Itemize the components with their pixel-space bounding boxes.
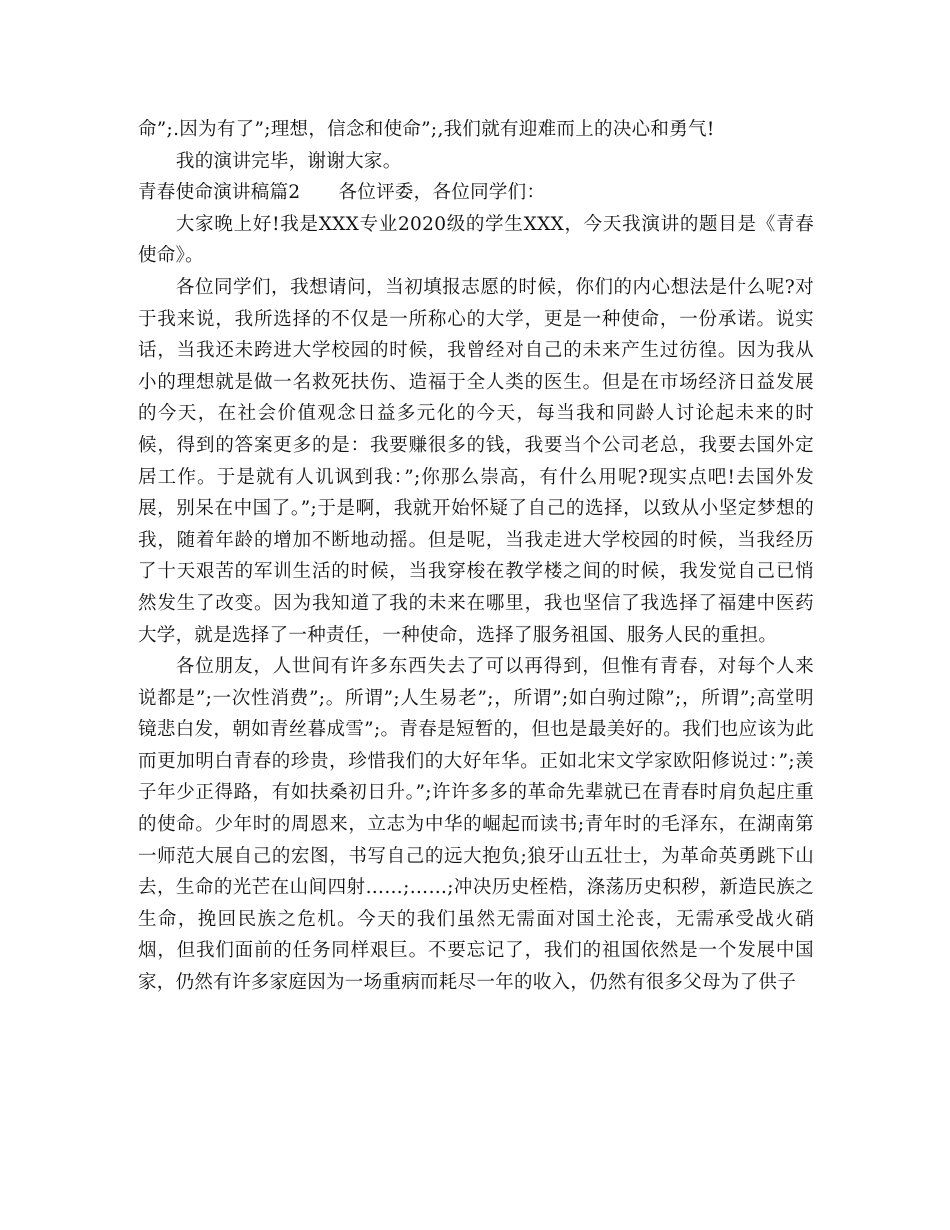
- paragraph-closing: 我的演讲完毕，谢谢大家。: [175, 150, 402, 172]
- section-heading: [138, 177, 814, 209]
- paragraph-choice: 各位同学们，我想请问，当初填报志愿的时候，你们的内心想法是什么呢?对于我来说，我所选择的不仅是一所称心的大学，更是一种使命，一份承诺。说实话，当我还未跨进大学校园的时候，我曾经对自己的未来产生过彷徨。因为我从小的理想就是做一名救死扶伤、造福于全人类的医生。但是在市场经济日益发展的今天，在社会价值观念日益多元化的今天，每当我和同龄人讨论起未来的时候，得到的答案更多的是：我要赚很多的钱，我要当个公司老总，我要去国外定居工作。于是就有人讥讽到我：”;你那么崇高，有什么用呢?现实点吧!去国外发展，别呆在中国了。”;于是啊，我就开始怀疑了自己的选择，以致从小坚定梦想的我，随着年龄的增加不断地动摇。但是呢，当我走进大学校园的时候，当我经历了十天艰苦的军训生活的时候，当我穿梭在教学楼之间的时候，我发觉自己已悄然发生了改变。因为我知道了我的未来在哪里，我也坚信了我选择了福建中医药大学，就是选择了一种责任，一种使命，选择了服务祖国、服务人民的重担。: [138, 276, 814, 646]
- document-body: [138, 114, 814, 999]
- paragraph-youth: 各位朋友，人世间有许多东西失去了可以再得到，但惟有青春，对每个人来说都是”;一次性消费”;。所谓”;人生易老”;，所谓”;如白驹过隙”;，所谓”;高堂明镜悲白发，朝如青丝暮成雪”;。青春是短暂的，但也是最美好的。我们也应该为此而更加明白青春的珍贵，珍惜我们的大好年华。正如北宋文学家欧阳修说过：”;羡子年少正得路，有如扶桑初日升。”;许许多多的革命先辈就已在青春时肩负起庄重的使命。少年时的周恩来，立志为中华的崛起而读书;青年时的毛泽东，在湖南第一师范大展自己的宏图，书写自己的远大抱负;狼牙山五壮士，为革命英勇跳下山去，生命的光芒在山间四射……;……;冲决历史桎梏，涤荡历史积秽，新造民族之生命，挽回民族之危机。今天的我们虽然无需面对国土沦丧，无需承受战火硝烟，但我们面前的任务同样艰巨。不要忘记了，我们的祖国依然是一个发展中国家，仍然有许多家庭因为一场重病而耗尽一年的收入，仍然有很多父母为了供子: [138, 656, 814, 994]
- paragraph-continuation: 命”;.因为有了”;理想，信念和使命”;,我们就有迎难而上的决心和勇气!: [138, 119, 715, 140]
- section-title: 青春使命演讲稿篇2: [138, 182, 301, 204]
- paragraph-opening: 大家晚上好!我是XXX专业2020级的学生XXX，今天我演讲的题目是《青春使命》。: [138, 213, 814, 267]
- section-greeting: 各位评委，各位同学们：: [338, 182, 546, 204]
